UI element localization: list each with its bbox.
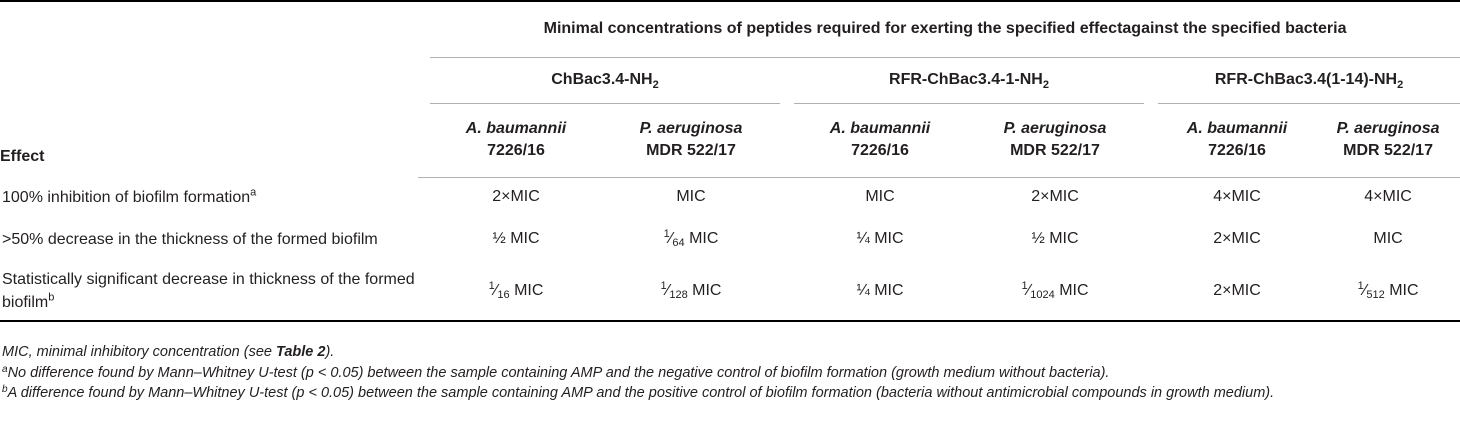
table-cell: MIC	[1373, 230, 1403, 247]
table-cell: 2×MIC	[1158, 261, 1316, 321]
footnote-b: $^b$A difference found by Mann–Whitney U-test (p < 0.05) between the sample containing AMP and the positive control of biofilm formation (bacteria without antimicrobial compounds in growth medium).	[2, 384, 1275, 401]
table-cell: $^1⁄_{512}$ MIC	[1316, 261, 1460, 321]
table-row	[0, 217, 1460, 261]
row-label: Statistically significant decrease in thickness of the formed biofilm$^b$	[0, 261, 418, 321]
row-label: 100% inhibition of biofilm formation$^a$	[2, 186, 257, 206]
organism-header: P. aeruginosa MDR 522/17	[1316, 103, 1460, 177]
peptide-header: $ChBac3.4-NH_2$	[430, 57, 780, 103]
footnote-a: $^a$No difference found by Mann–Whitney U-test (p < 0.05) between the sample containing AMP and the negative control of biofilm formation (growth medium without bacteria).	[2, 363, 1110, 381]
table-cell: $^1⁄_{1024}$ MIC	[966, 261, 1144, 321]
table-row	[0, 177, 1460, 217]
table-cell: 2×MIC	[1213, 230, 1261, 247]
effect-header: Effect	[0, 148, 45, 165]
table-cell: 4×MIC	[1213, 188, 1261, 206]
table-cell: ¼ MIC	[794, 261, 966, 321]
table-cell: 2×MIC	[492, 188, 540, 206]
organism-header: A. baumannii 7226/16	[794, 103, 966, 177]
organism-header: P. aeruginosa MDR 522/17	[602, 103, 780, 177]
peptide-header: RFR-$ChBac3.4-1-NH_2$	[794, 57, 1144, 103]
span-header: Minimal concentrations of peptides required for exerting the specified effectagainst the specified bacteria	[430, 1, 1460, 57]
table-row	[0, 261, 1460, 321]
organism-header: A. baumannii 7226/16	[430, 103, 602, 177]
table-cell: ½ MIC	[1031, 230, 1079, 247]
table-cell: MIC	[676, 188, 706, 206]
peptide-header: RFR-$ChBac3.4(1-14)-NH_2$	[1158, 57, 1460, 103]
footnote-mic: MIC, minimal inhibitory concentration (see Table 2).	[2, 344, 335, 360]
header-span-row	[0, 1, 1460, 57]
table-cell: 4×MIC	[1364, 188, 1412, 206]
organism-header: P. aeruginosa MDR 522/17	[966, 103, 1144, 177]
peptide-header-row	[0, 57, 1460, 103]
organism-header: A. baumannii 7226/16	[1158, 103, 1316, 177]
table-cell: ¼ MIC	[856, 230, 904, 247]
table-cell: $^1⁄_{16}$ MIC	[430, 261, 602, 321]
row-label: >50% decrease in the thickness of the formed biofilm	[2, 230, 378, 248]
table-cell: MIC	[865, 188, 895, 206]
table-cell: $^1⁄_{128}$ MIC	[602, 261, 780, 321]
table-cell: ½ MIC	[492, 230, 540, 247]
table-cell: 2×MIC	[1031, 188, 1079, 206]
table-cell: $^1⁄_{64}$ MIC	[663, 228, 719, 249]
table-footnotes	[2, 342, 1452, 404]
